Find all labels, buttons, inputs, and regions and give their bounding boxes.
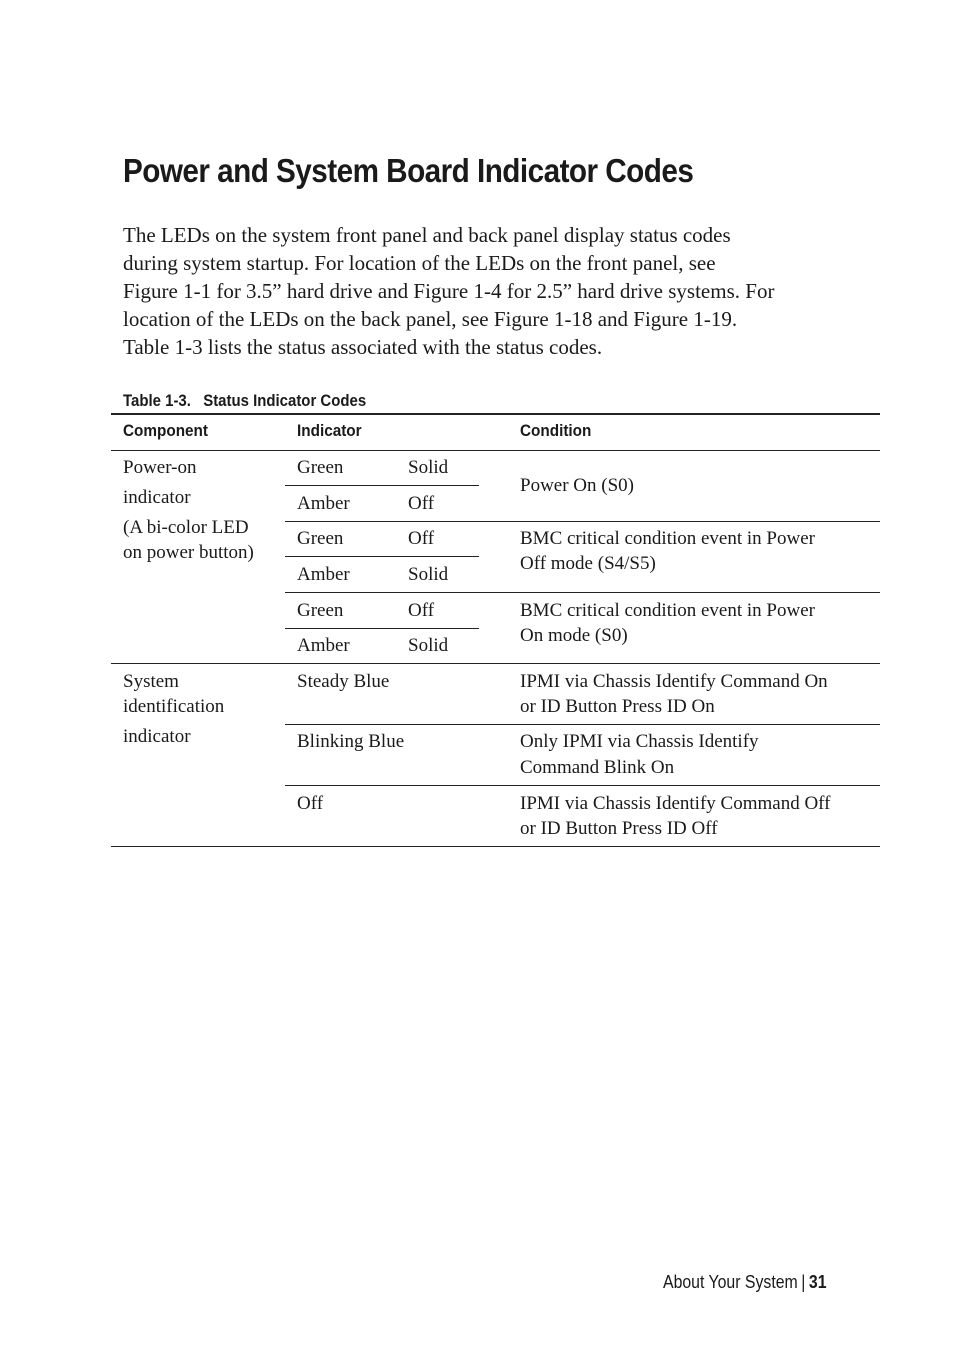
intro-line: The LEDs on the system front panel and back panel display status codes bbox=[123, 223, 731, 247]
indicator-state: Solid bbox=[408, 635, 449, 656]
component-cell: indicator bbox=[123, 487, 191, 508]
condition-cell: Off mode (S4/S5) bbox=[520, 553, 656, 574]
table-caption-title: Status Indicator Codes bbox=[203, 391, 367, 410]
row-divider bbox=[285, 628, 479, 629]
component-cell: Power-on bbox=[123, 457, 197, 478]
row-divider bbox=[285, 556, 479, 557]
row-divider bbox=[285, 785, 880, 786]
page-number: 31 bbox=[808, 1272, 827, 1292]
component-cell: on power button) bbox=[123, 542, 254, 563]
indicator-color: Green bbox=[297, 457, 344, 478]
condition-cell: Command Blink On bbox=[520, 757, 675, 778]
condition-cell: BMC critical condition event in Power bbox=[520, 600, 815, 621]
indicator-color: Green bbox=[297, 600, 344, 621]
indicator-cell: Off bbox=[297, 793, 324, 814]
row-divider bbox=[285, 521, 880, 522]
condition-cell: Only IPMI via Chassis Identify bbox=[520, 731, 759, 752]
column-header-condition: Condition bbox=[520, 421, 592, 440]
condition-cell: Power On (S0) bbox=[520, 475, 634, 496]
page-title: Power and System Board Indicator Codes bbox=[123, 152, 694, 189]
indicator-cell: Steady Blue bbox=[297, 671, 390, 692]
indicator-state: Solid bbox=[408, 457, 449, 478]
condition-cell: IPMI via Chassis Identify Command On bbox=[520, 671, 828, 692]
row-divider bbox=[285, 592, 880, 593]
condition-cell: or ID Button Press ID Off bbox=[520, 818, 718, 839]
table-top-rule bbox=[111, 413, 880, 415]
condition-cell: BMC critical condition event in Power bbox=[520, 528, 815, 549]
table-bottom-rule bbox=[111, 846, 880, 847]
component-cell: identification bbox=[123, 696, 225, 717]
group-divider bbox=[111, 663, 880, 664]
condition-cell: IPMI via Chassis Identify Command Off bbox=[520, 793, 831, 814]
page-footer bbox=[663, 1272, 827, 1293]
indicator-color: Amber bbox=[297, 564, 350, 585]
component-cell: System bbox=[123, 671, 179, 692]
footer-separator: | bbox=[801, 1272, 806, 1292]
indicator-color: Amber bbox=[297, 635, 350, 656]
component-cell: (A bi-color LED bbox=[123, 517, 249, 538]
column-header-component: Component bbox=[123, 421, 208, 440]
condition-cell: or ID Button Press ID On bbox=[520, 696, 715, 717]
table-caption bbox=[123, 391, 366, 411]
indicator-state: Off bbox=[408, 528, 435, 549]
intro-line: Table 1-3 lists the status associated with the status codes. bbox=[123, 335, 603, 359]
column-header-indicator: Indicator bbox=[297, 421, 362, 440]
component-cell: indicator bbox=[123, 726, 191, 747]
indicator-cell: Blinking Blue bbox=[297, 731, 405, 752]
table-caption-number: Table 1-3. bbox=[123, 391, 191, 410]
row-divider bbox=[285, 485, 479, 486]
intro-line: location of the LEDs on the back panel, see Figure 1-18 and Figure 1-19. bbox=[123, 307, 738, 331]
footer-section-title: About Your System bbox=[663, 1272, 798, 1292]
header-rule bbox=[111, 450, 880, 451]
intro-line: Figure 1-1 for 3.5” hard drive and Figure 1-4 for 2.5” hard drive systems. For bbox=[123, 279, 775, 303]
indicator-state: Solid bbox=[408, 564, 449, 585]
indicator-state: Off bbox=[408, 493, 435, 514]
condition-cell: On mode (S0) bbox=[520, 625, 628, 646]
indicator-color: Green bbox=[297, 528, 344, 549]
row-divider bbox=[285, 724, 880, 725]
indicator-state: Off bbox=[408, 600, 435, 621]
intro-line: during system startup. For location of the LEDs on the front panel, see bbox=[123, 251, 716, 275]
indicator-color: Amber bbox=[297, 493, 350, 514]
intro-paragraph bbox=[123, 221, 863, 361]
